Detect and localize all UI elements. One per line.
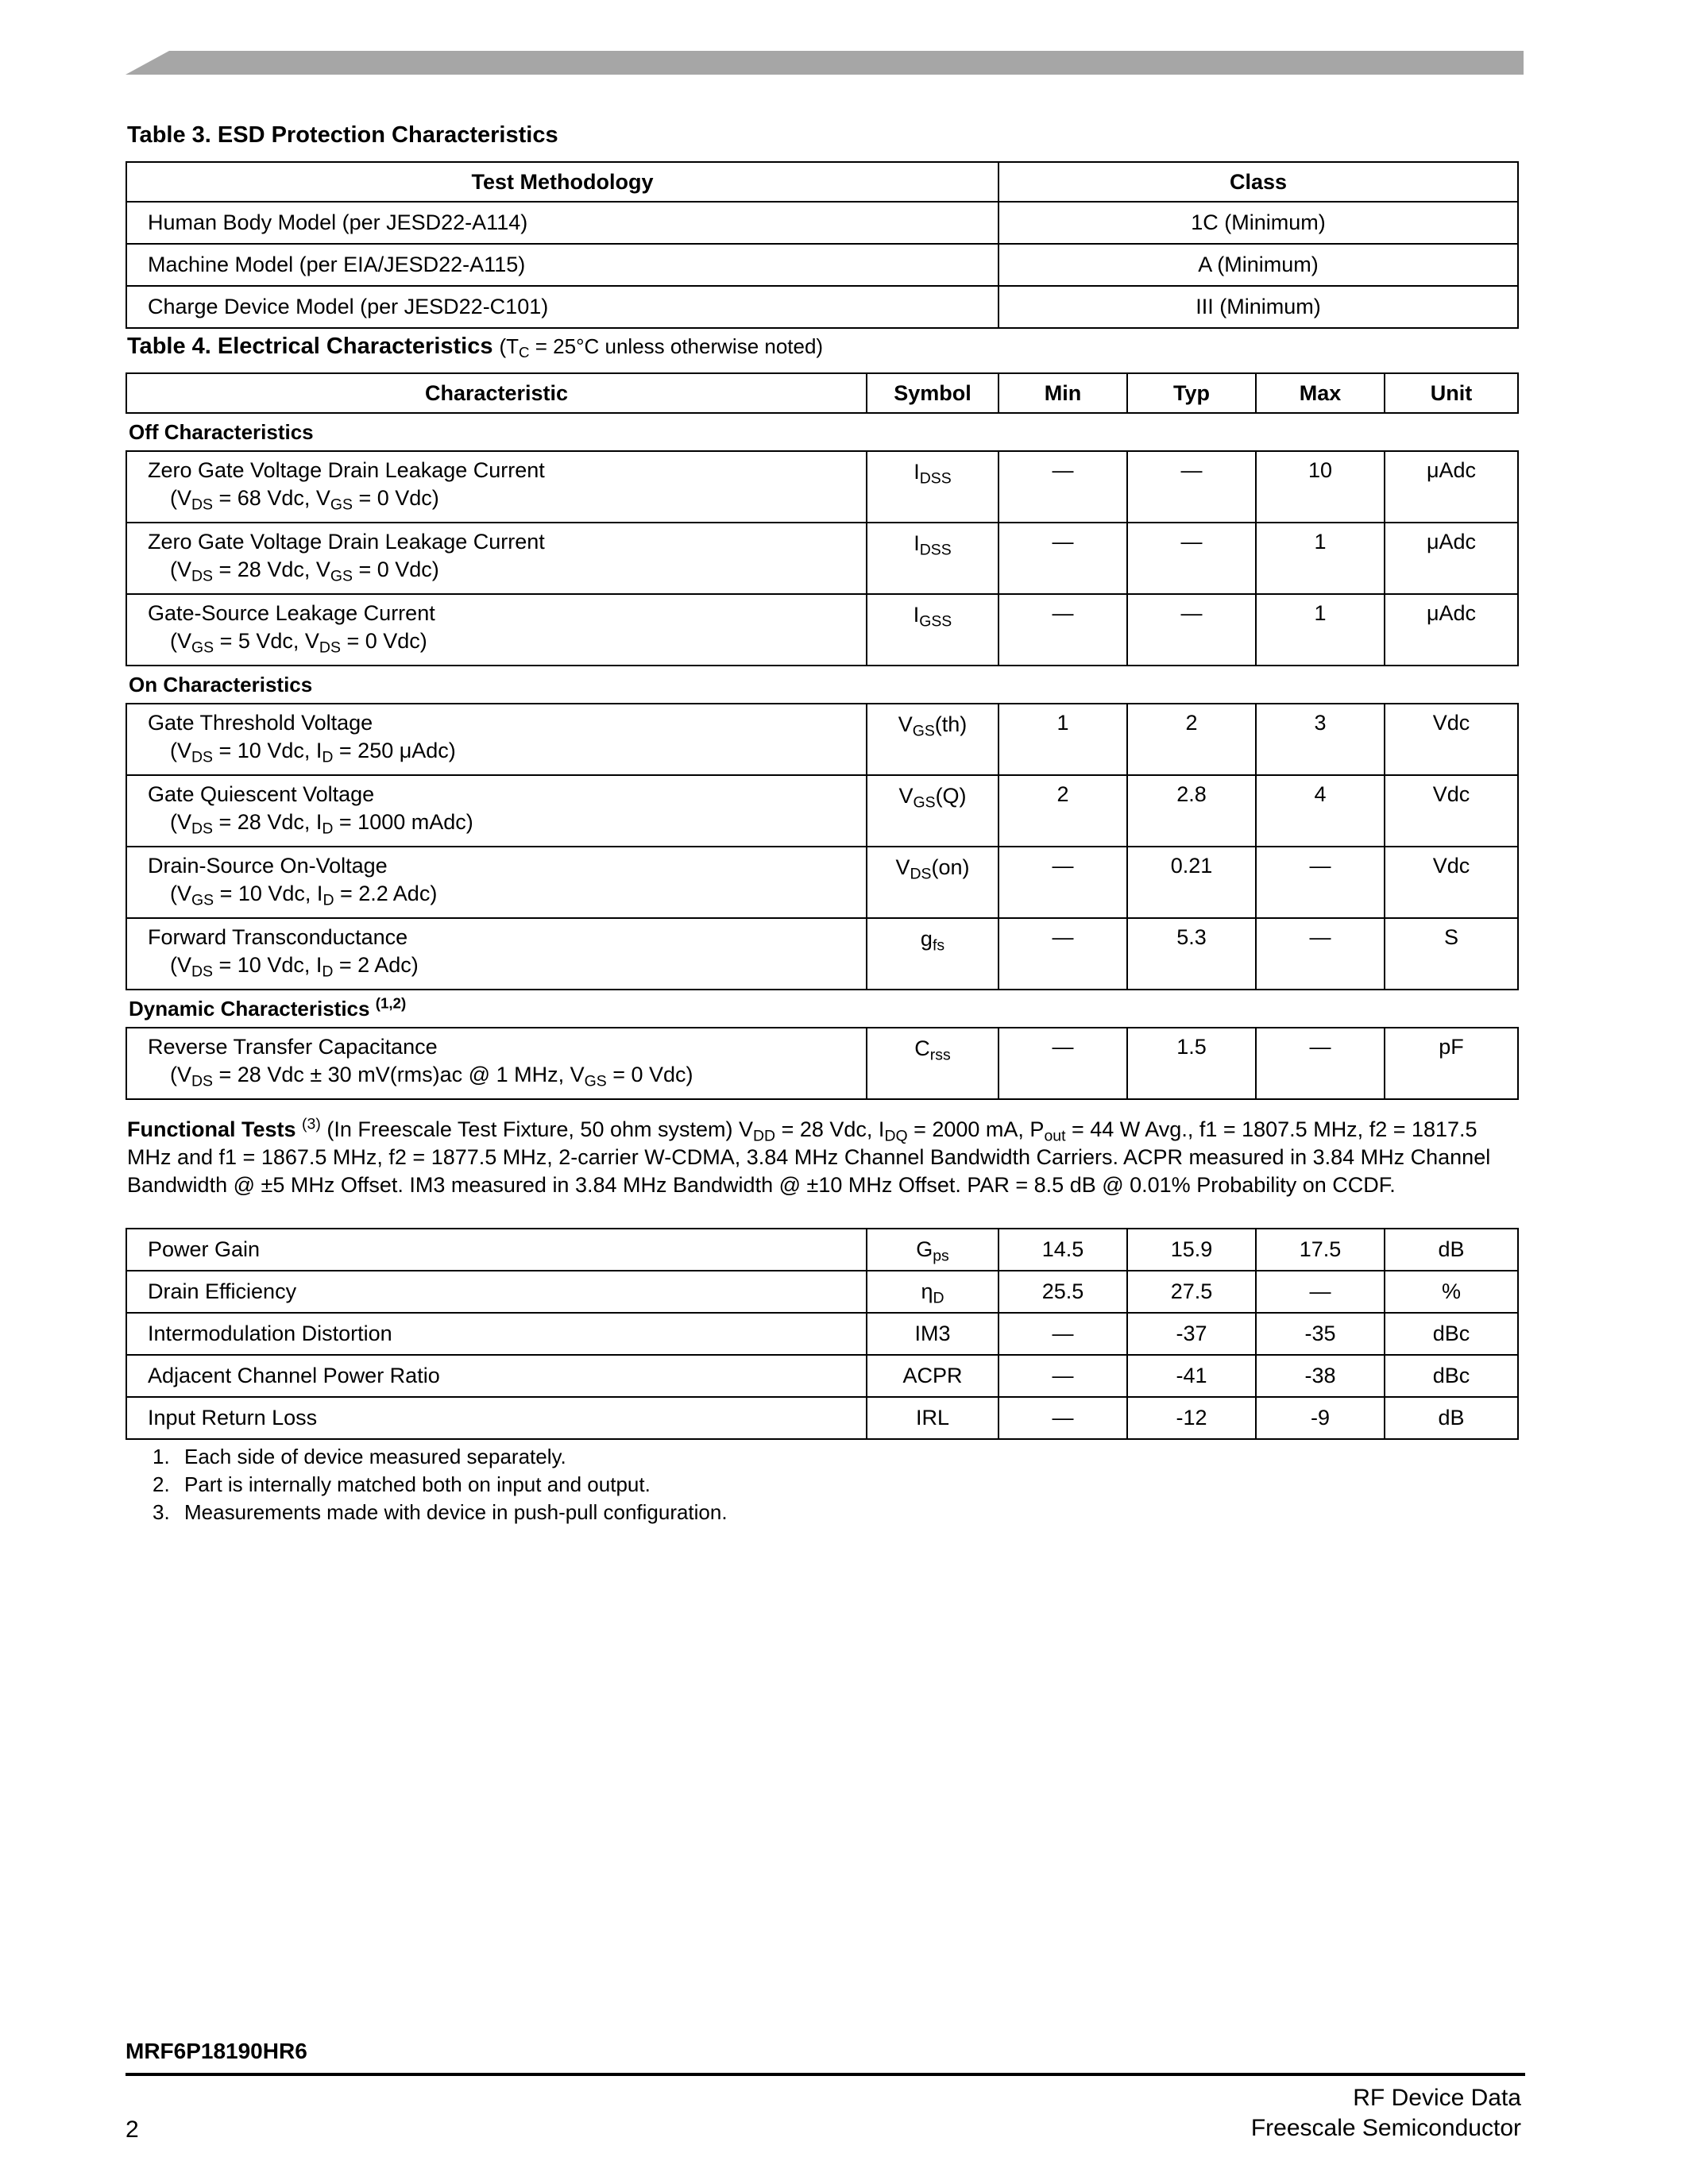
unit-cell: % — [1385, 1271, 1518, 1313]
min-cell: 2 — [999, 775, 1127, 847]
typ-cell: 27.5 — [1127, 1271, 1256, 1313]
table-row — [126, 523, 1518, 594]
table-row — [126, 451, 1518, 523]
test-condition: ($V_{DS} = 28$ Vdc ± 30 mV(rms)ac @ 1 MHz, $V_{GS} = 0$ Vdc) — [170, 1063, 693, 1090]
table-row — [126, 704, 1518, 775]
characteristic-name: Drain Efficiency — [126, 1271, 867, 1313]
functional-tests-label: Functional Tests — [127, 1117, 296, 1141]
footnote-ref: (1,2) — [375, 994, 407, 1012]
symbol-cell: IM3 — [867, 1313, 999, 1355]
symbol-cell: $G_{ps}$ — [867, 1229, 999, 1271]
unit-cell: dB — [1385, 1229, 1518, 1271]
unit-cell: μAdc — [1385, 451, 1518, 523]
max-cell: — — [1256, 847, 1385, 918]
typ-cell: -12 — [1127, 1397, 1256, 1439]
typ-cell: — — [1127, 451, 1256, 523]
column-header: Max — [1256, 373, 1385, 413]
table-row — [126, 286, 1518, 328]
table-row — [126, 775, 1518, 847]
table-header-row — [126, 373, 1518, 413]
min-cell: 1 — [999, 704, 1127, 775]
characteristic-name: Forward Transconductance — [148, 925, 408, 949]
footnote-text: Measurements made with device in push-pull configuration. — [184, 1500, 728, 1524]
table-header-row — [126, 162, 1518, 202]
footnote — [153, 1443, 728, 1471]
unit-cell: dB — [1385, 1397, 1518, 1439]
column-header: Characteristic — [126, 373, 867, 413]
table-row — [126, 847, 1518, 918]
symbol-cell: $\eta_D$ — [867, 1271, 999, 1313]
symbol-cell: $V_{GS}(Q)$ — [867, 775, 999, 847]
min-cell: — — [999, 1028, 1127, 1099]
max-cell: — — [1256, 918, 1385, 990]
test-condition: ($V_{DS} = 10$ Vdc, $I_D = 250$ μAdc) — [170, 739, 456, 766]
footer-divider — [126, 2073, 1525, 2076]
test-condition: ($V_{DS} = 10$ Vdc, $I_D = 2$ Adc) — [170, 953, 419, 981]
min-cell: — — [999, 594, 1127, 666]
table-row — [126, 918, 1518, 990]
section-row — [126, 990, 1518, 1028]
section-row — [126, 413, 1518, 451]
characteristic-name: Gate-Source Leakage Current — [148, 601, 435, 625]
typ-cell: 0.21 — [1127, 847, 1256, 918]
table-row — [126, 202, 1518, 244]
footnote-number: 1. — [153, 1445, 170, 1468]
characteristic-name: Reverse Transfer Capacitance — [148, 1035, 438, 1059]
footnote-text: Part is internally matched both on input and output. — [184, 1472, 651, 1496]
section-heading: On Characteristics — [126, 666, 1518, 704]
min-cell: 25.5 — [999, 1271, 1127, 1313]
characteristic-name: Input Return Loss — [126, 1397, 867, 1439]
table-cell: Machine Model (per EIA/JESD22-A115) — [126, 244, 999, 286]
table-row — [126, 594, 1518, 666]
footnote-number: 3. — [153, 1500, 170, 1524]
max-cell: — — [1256, 1028, 1385, 1099]
section-heading: Off Characteristics — [126, 413, 1518, 451]
footer-line1: RF Device Data — [1353, 2085, 1521, 2111]
characteristic-name: Zero Gate Voltage Drain Leakage Current — [148, 458, 545, 482]
typ-cell: 5.3 — [1127, 918, 1256, 990]
min-cell: — — [999, 523, 1127, 594]
characteristic-name: Intermodulation Distortion — [126, 1313, 867, 1355]
unit-cell: pF — [1385, 1028, 1518, 1099]
symbol-cell: $I_{GSS}$ — [867, 594, 999, 666]
table-cell: Human Body Model (per JESD22-A114) — [126, 202, 999, 244]
unit-cell: μAdc — [1385, 594, 1518, 666]
typ-cell: 1.5 — [1127, 1028, 1256, 1099]
unit-cell: Vdc — [1385, 847, 1518, 918]
unit-cell: dBc — [1385, 1313, 1518, 1355]
symbol-cell: $g_{fs}$ — [867, 918, 999, 990]
min-cell: — — [999, 451, 1127, 523]
test-condition: ($V_{DS} = 28$ Vdc, $V_{GS} = 0$ Vdc) — [170, 558, 439, 585]
page-number: 2 — [126, 2116, 139, 2143]
typ-cell: — — [1127, 523, 1256, 594]
characteristic-name: Drain-Source On-Voltage — [148, 854, 388, 878]
header-bar — [126, 51, 1524, 75]
max-cell: 17.5 — [1256, 1229, 1385, 1271]
test-condition: ($V_{DS} = 28$ Vdc, $I_D = 1000$ mAdc) — [170, 810, 473, 838]
min-cell: — — [999, 1355, 1127, 1397]
column-header: Test Methodology — [126, 162, 999, 202]
test-condition: ($V_{GS} = 10$ Vdc, $I_D = 2.2$ Adc) — [170, 882, 438, 909]
max-cell: 4 — [1256, 775, 1385, 847]
column-header: Typ — [1127, 373, 1256, 413]
table-row — [126, 244, 1518, 286]
unit-cell: μAdc — [1385, 523, 1518, 594]
table-row — [126, 1355, 1518, 1397]
max-cell: — — [1256, 1271, 1385, 1313]
typ-cell: — — [1127, 594, 1256, 666]
min-cell: — — [999, 1313, 1127, 1355]
electrical-table — [126, 372, 1519, 1100]
characteristic-name: Gate Threshold Voltage — [148, 711, 373, 735]
max-cell: -9 — [1256, 1397, 1385, 1439]
part-number: MRF6P18190HR6 — [126, 2039, 307, 2063]
functional-tests-text — [127, 1116, 1525, 1199]
min-cell: 14.5 — [999, 1229, 1127, 1271]
table-row — [126, 1271, 1518, 1313]
test-condition: ($V_{GS} = 5$ Vdc, $V_{DS} = 0$ Vdc) — [170, 629, 427, 657]
max-cell: 3 — [1256, 704, 1385, 775]
symbol-cell: ACPR — [867, 1355, 999, 1397]
functional-rows — [126, 1229, 1518, 1439]
unit-cell: Vdc — [1385, 775, 1518, 847]
symbol-cell: $I_{DSS}$ — [867, 523, 999, 594]
table-row — [126, 1313, 1518, 1355]
table-cell: III (Minimum) — [999, 286, 1518, 328]
typ-cell: 15.9 — [1127, 1229, 1256, 1271]
symbol-cell: $I_{DSS}$ — [867, 451, 999, 523]
max-cell: 1 — [1256, 594, 1385, 666]
section-heading — [126, 990, 1518, 1028]
characteristic-name: Gate Quiescent Voltage — [148, 782, 375, 806]
characteristic-name: Zero Gate Voltage Drain Leakage Current — [148, 530, 545, 554]
footnote — [153, 1499, 728, 1526]
symbol-cell: $V_{GS}(th)$ — [867, 704, 999, 775]
unit-cell: dBc — [1385, 1355, 1518, 1397]
footnote-number: 2. — [153, 1472, 170, 1496]
section-row — [126, 666, 1518, 704]
esd-table — [126, 161, 1519, 329]
typ-cell: -41 — [1127, 1355, 1256, 1397]
section-heading-text: Dynamic Characteristics — [129, 996, 370, 1021]
typ-cell: 2 — [1127, 704, 1256, 775]
max-cell: -38 — [1256, 1355, 1385, 1397]
footnotes — [153, 1443, 728, 1526]
footer-publisher — [1251, 2083, 1521, 2143]
table-cell: 1C (Minimum) — [999, 202, 1518, 244]
symbol-cell: $C_{rss}$ — [867, 1028, 999, 1099]
column-header: Unit — [1385, 373, 1518, 413]
functional-table — [126, 1228, 1519, 1440]
footnote-text: Each side of device measured separately. — [184, 1445, 566, 1468]
table4-condition: ($T_C = 25^\circ C$ unless otherwise noted) — [499, 334, 824, 361]
max-cell: 1 — [1256, 523, 1385, 594]
symbol-cell: IRL — [867, 1397, 999, 1439]
unit-cell: Vdc — [1385, 704, 1518, 775]
table4-title — [127, 334, 823, 360]
column-header: Class — [999, 162, 1518, 202]
max-cell: 10 — [1256, 451, 1385, 523]
column-header: Min — [999, 373, 1127, 413]
footer-line2: Freescale Semiconductor — [1250, 2115, 1521, 2141]
symbol-cell: $V_{DS}(on)$ — [867, 847, 999, 918]
table4-title-text: Table 4. Electrical Characteristics — [127, 334, 493, 359]
min-cell: — — [999, 918, 1127, 990]
table-row — [126, 1028, 1518, 1099]
max-cell: -35 — [1256, 1313, 1385, 1355]
characteristic-name: Power Gain — [126, 1229, 867, 1271]
min-cell: — — [999, 1397, 1127, 1439]
column-header: Symbol — [867, 373, 999, 413]
table-cell: A (Minimum) — [999, 244, 1518, 286]
functional-conditions: (In Freescale Test Fixture, 50 ohm system) $V_{DD} = 28$ Vdc, $I_{DQ} = 2000$ mA, $P_{out} = 44$ W Avg., f1 = 1807.5 MHz, f2 = 1817.5 MHz and f1 = 1867.5 MHz, f2 = 1877.5 MHz, 2-carrier W-CDMA, 3.84 MHz Channel Bandwidth Carriers. ACPR measured in 3.84 MHz Channel Bandwidth @ ±5 MHz Offset. IM3 measured in 3.84 MHz Bandwidth @ ±10 MHz Offset. PAR = 8.5 dB @ 0.01% Probability on CCDF. — [127, 1117, 1491, 1197]
table3-title: Table 3. ESD Protection Characteristics — [127, 122, 558, 148]
typ-cell: 2.8 — [1127, 775, 1256, 847]
table-row — [126, 1397, 1518, 1439]
unit-cell: S — [1385, 918, 1518, 990]
footnote-ref: (3) — [302, 1115, 321, 1133]
typ-cell: -37 — [1127, 1313, 1256, 1355]
table-cell: Charge Device Model (per JESD22-C101) — [126, 286, 999, 328]
footnote — [153, 1471, 728, 1499]
min-cell: — — [999, 847, 1127, 918]
table-row — [126, 1229, 1518, 1271]
characteristic-name: Adjacent Channel Power Ratio — [126, 1355, 867, 1397]
test-condition: ($V_{DS} = 68$ Vdc, $V_{GS} = 0$ Vdc) — [170, 486, 439, 514]
